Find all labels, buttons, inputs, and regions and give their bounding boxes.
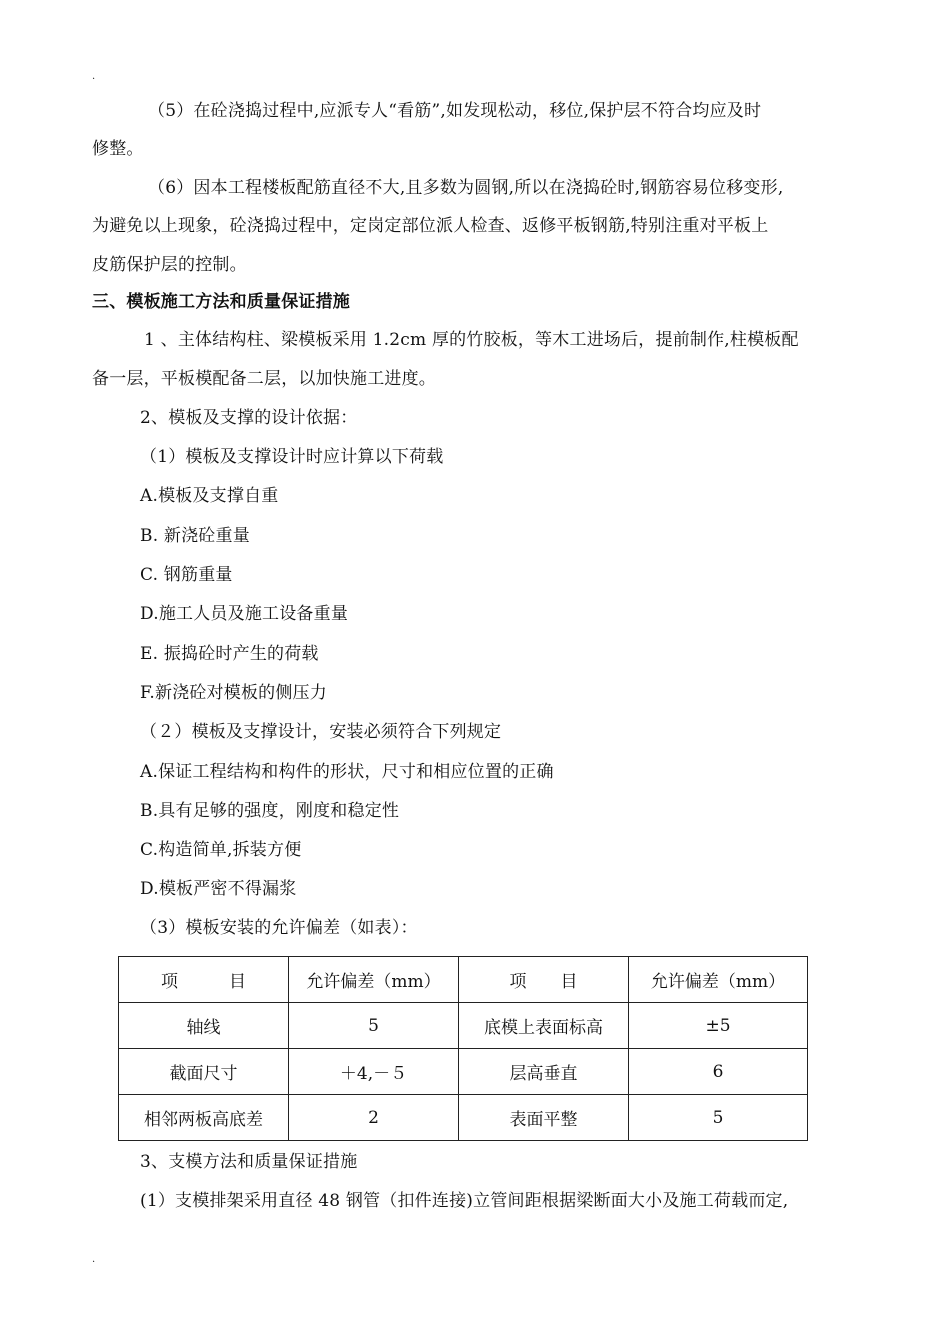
- load-item-c: C. 钢筋重量: [140, 565, 233, 585]
- header-cell: 项 目: [119, 957, 289, 1003]
- item-2-3-title: （3）模板安装的允许偏差（如表）：: [140, 918, 418, 938]
- table-row: [119, 1003, 808, 1049]
- item-1-line-1: 1 、主体结构柱、梁模板采用 1.2cm 厚的竹胶板，等木工进场后，提前制作,柱模板配: [144, 330, 799, 350]
- table-cell: 相邻两板高底差: [119, 1095, 289, 1141]
- requirement-a: A.保证工程结构和构件的形状，尺寸和相应位置的正确: [140, 762, 554, 782]
- load-item-d: D.施工人员及施工设备重量: [140, 604, 349, 624]
- table-cell: 表面平整: [459, 1095, 629, 1141]
- top-margin-dot: .: [92, 71, 96, 82]
- bottom-margin-dot: .: [92, 1254, 96, 1265]
- paragraph-6-line-2: 为避免以上现象，砼浇捣过程中，定岗定部位派人检查、返修平板钢筋,特别注重对平板上: [92, 216, 769, 236]
- table-cell: 截面尺寸: [119, 1049, 289, 1095]
- table-cell: 2: [289, 1095, 459, 1141]
- section-3-heading: 三、模板施工方法和质量保证措施: [92, 292, 350, 312]
- requirement-c: C.构造简单,拆装方便: [140, 840, 302, 860]
- requirement-b: B.具有足够的强度，刚度和稳定性: [140, 801, 400, 821]
- load-item-e: E. 振捣砼时产生的荷载: [140, 644, 319, 664]
- item-2-1-title: （1）模板及支撑设计时应计算以下荷载: [140, 447, 444, 467]
- paragraph-6-line-3: 皮筋保护层的控制。: [92, 255, 247, 275]
- paragraph-5-line-2: 修整。: [92, 139, 144, 159]
- load-item-b: B. 新浇砼重量: [140, 526, 250, 546]
- item-2-2-title: （２）模板及支撑设计，安装必须符合下列规定: [140, 722, 502, 742]
- table-cell: 底模上表面标高: [459, 1003, 629, 1049]
- load-item-f: F.新浇砼对模板的侧压力: [140, 683, 327, 703]
- table-cell: 轴线: [119, 1003, 289, 1049]
- table-cell: ＋4,－５: [289, 1049, 459, 1095]
- header-cell: 允许偏差（mm）: [289, 957, 459, 1003]
- item-3-title: 3、支模方法和质量保证措施: [140, 1152, 358, 1172]
- table-header-row: [119, 957, 808, 1003]
- table-cell: 5: [289, 1003, 459, 1049]
- table-cell: 5: [629, 1095, 808, 1141]
- table-row: [119, 1049, 808, 1095]
- table-row: [119, 1095, 808, 1141]
- tolerance-table: [118, 956, 808, 1141]
- item-2-title: 2、模板及支撑的设计依据：: [140, 408, 358, 428]
- requirement-d: D.模板严密不得漏浆: [140, 879, 297, 899]
- paragraph-5-line-1: （5）在砼浇捣过程中,应派专人“看筋”,如发现松动，移位,保护层不符合均应及时: [148, 101, 762, 121]
- header-cell: 项 目: [459, 957, 629, 1003]
- paragraph-6-line-1: （6）因本工程楼板配筋直径不大,且多数为圆钢,所以在浇捣砼时,钢筋容易位移变形,: [148, 178, 784, 198]
- item-1-line-2: 备一层，平板模配备二层，以加快施工进度。: [92, 369, 436, 389]
- load-item-a: A.模板及支撑自重: [140, 486, 279, 506]
- item-3-1-line-1: (1）支模排架采用直径 48 钢管（扣件连接)立管间距根据梁断面大小及施工荷载而定,: [140, 1191, 789, 1211]
- header-cell: 允许偏差（mm）: [629, 957, 808, 1003]
- table-cell: ±5: [629, 1003, 808, 1049]
- table-cell: 层高垂直: [459, 1049, 629, 1095]
- table-cell: 6: [629, 1049, 808, 1095]
